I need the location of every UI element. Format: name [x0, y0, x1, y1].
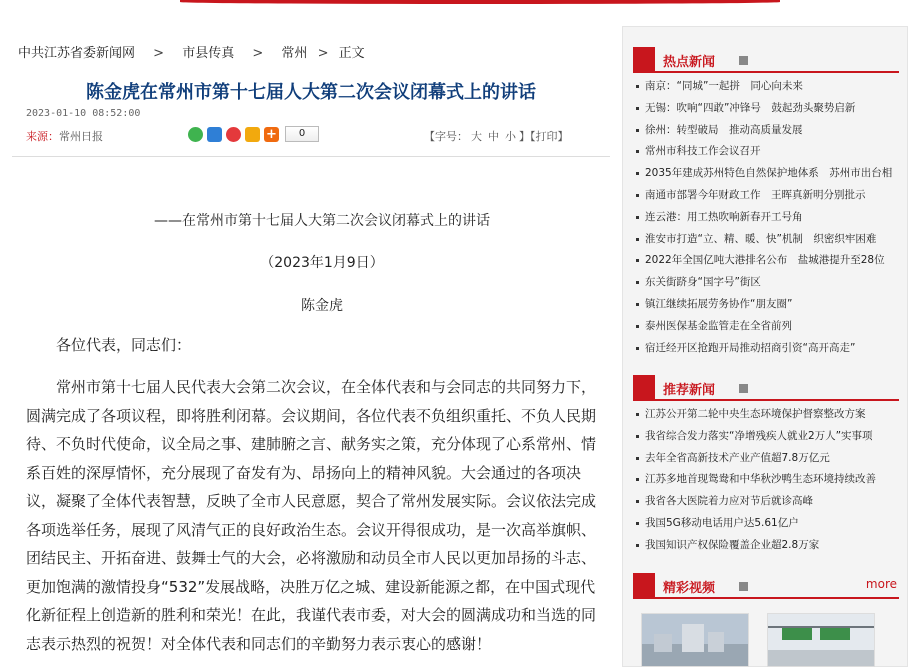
- qq-share-icon[interactable]: [207, 127, 222, 142]
- videos-marker-icon: [633, 573, 655, 599]
- breadcrumb-section-link[interactable]: 市县传真: [182, 46, 235, 61]
- list-item[interactable]: 2035年建成苏州特色自然保护地体系 苏州市出台相: [635, 163, 899, 185]
- font-size-label: 【字号：: [424, 130, 468, 143]
- share-counter: 0: [285, 126, 319, 142]
- videos-more-link[interactable]: more: [865, 577, 897, 591]
- article-subtitle: ——在常州市第十七届人大第二次会议闭幕式上的讲话: [154, 213, 490, 229]
- breadcrumb: [18, 42, 365, 61]
- share-bar: [188, 126, 319, 142]
- recommended-news-header: [633, 375, 899, 401]
- article-date-line: （2023年1月9日）: [260, 255, 384, 271]
- list-item[interactable]: 去年全省高新技术产业产值超7.8万亿元: [635, 448, 899, 470]
- videos-header: [633, 573, 899, 599]
- list-item[interactable]: 我国知识产权保险覆盖企业超2.8万家: [635, 535, 899, 557]
- source-label: 来源：: [26, 130, 59, 143]
- article-author: 陈金虎: [301, 298, 343, 314]
- divider: [12, 156, 610, 157]
- breadcrumb-site-link[interactable]: 中共江苏省委新闻网: [18, 46, 136, 61]
- list-item[interactable]: 我国5G移动电话用户达5.61亿户: [635, 513, 899, 535]
- list-item[interactable]: 我省综合发力落实“净增残疾人就业2万人”实事项: [635, 426, 899, 448]
- videos-title: 精彩视频: [663, 581, 716, 596]
- font-size-close: 】: [519, 130, 530, 143]
- article-column: [12, 30, 610, 667]
- article-greeting: 各位代表，同志们：: [56, 336, 192, 354]
- article-title: 陈金虎在常州市第十七届人大第二次会议闭幕式上的讲话: [86, 82, 536, 103]
- article-datetime: 2023-01-10 08:52:00: [26, 108, 141, 119]
- recommended-news-list: [635, 404, 899, 557]
- article-paragraph: 常州市第十七届人民代表大会第二次会议，在全体代表和与会同志的共同努力下，圆满完成了各项议程，即将胜利闭幕。会议期间，各位代表不负组织重托、不负人民期待、不负时代使命，议全局之事、建肺腑之言、献务实之策，充分体现了心系常州、情系百姓的深厚情怀，充分展现了奋发有为、昂扬向上的精神风貌。大会通过的各项决议，凝聚了全体代表智慧，反映了全市人民意愿，契合了常州发展实际。会议依法完成各项选举任务，展现了风清气正的良好政治生态。会议开得很成功，是一次高举旗帜、团结民主、开拓奋进、鼓舞士气的大会，必将激励和动员全市人民以更加昂扬的斗志、更加饱满的激情投身“532”发展战略，决胜万亿之城、建设新能源之都，在中国式现代化新征程上创造新的胜利和荣光！在此，我谨代表市委，对大会的圆满成功和当选的同志表示热烈的祝贺！对全体代表和同志们的辛勤努力表示衷心的感谢！: [26, 378, 597, 653]
- list-item[interactable]: 淮安市打造“立、精、暖、快”机制 织密织牢困难: [635, 229, 899, 251]
- video-thumbnail[interactable]: [767, 613, 875, 667]
- breadcrumb-current: 正文: [338, 46, 365, 61]
- list-item[interactable]: 镇江继续拓展劳务协作“朋友圈”: [635, 294, 899, 316]
- square-icon: [739, 56, 748, 65]
- sidebar: [622, 26, 908, 667]
- list-item[interactable]: 2022年全国亿吨大港排名公布 盐城港提升至28位: [635, 250, 899, 272]
- list-item[interactable]: 泰州医保基金监管走在全省前列: [635, 316, 899, 338]
- top-decoration: [0, 0, 916, 8]
- list-item[interactable]: 连云港：用工热吹响新春开工号角: [635, 207, 899, 229]
- video-thumbnail[interactable]: [641, 613, 749, 667]
- list-item[interactable]: 我省各大医院着力应对节后就诊高峰: [635, 491, 899, 513]
- qzone-share-icon[interactable]: [245, 127, 260, 142]
- recommended-news-title: 推荐新闻: [663, 383, 716, 398]
- print-button[interactable]: 【打印】: [530, 130, 569, 143]
- square-icon: [739, 582, 748, 591]
- list-item[interactable]: 江苏多地首现鸳鸯和中华秋沙鸭生态环境持续改善: [635, 469, 899, 491]
- list-item[interactable]: 东关街跻身“国字号”街区: [635, 272, 899, 294]
- article-source: [26, 128, 103, 144]
- hot-news-header: [633, 47, 899, 73]
- list-item[interactable]: 宿迁经开区抢跑开局推动招商引资“高开高走”: [635, 338, 899, 360]
- font-size-medium-button[interactable]: 中: [488, 130, 499, 143]
- font-size-controls: [424, 128, 569, 144]
- hot-news-marker-icon: [633, 47, 655, 73]
- list-item[interactable]: 江苏公开第二轮中央生态环境保护督察整改方案: [635, 404, 899, 426]
- breadcrumb-city-link[interactable]: 常州: [281, 46, 308, 61]
- breadcrumb-separator: >: [153, 46, 165, 61]
- source-value[interactable]: 常州日报: [59, 130, 103, 143]
- list-item[interactable]: 无锡：吹响“四敢”冲锋号 鼓起劲头聚势启新: [635, 98, 899, 120]
- list-item[interactable]: 徐州：转型破局 推动高质量发展: [635, 120, 899, 142]
- hot-news-list: [635, 76, 899, 359]
- weibo-share-icon[interactable]: [226, 127, 241, 142]
- list-item[interactable]: 南京：“同城”一起拼 同心向未来: [635, 76, 899, 98]
- breadcrumb-separator: >: [252, 46, 264, 61]
- list-item[interactable]: 常州市科技工作会议召开: [635, 141, 899, 163]
- wechat-share-icon[interactable]: [188, 127, 203, 142]
- list-item[interactable]: 南通市部署今年财政工作 王晖真新明分别批示: [635, 185, 899, 207]
- font-size-large-button[interactable]: 大: [471, 130, 482, 143]
- square-icon: [739, 384, 748, 393]
- font-size-small-button[interactable]: 小: [505, 130, 516, 143]
- breadcrumb-separator: >: [317, 46, 329, 61]
- more-share-icon[interactable]: +: [264, 127, 279, 142]
- recommended-news-marker-icon: [633, 375, 655, 401]
- hot-news-title: 热点新闻: [663, 55, 716, 70]
